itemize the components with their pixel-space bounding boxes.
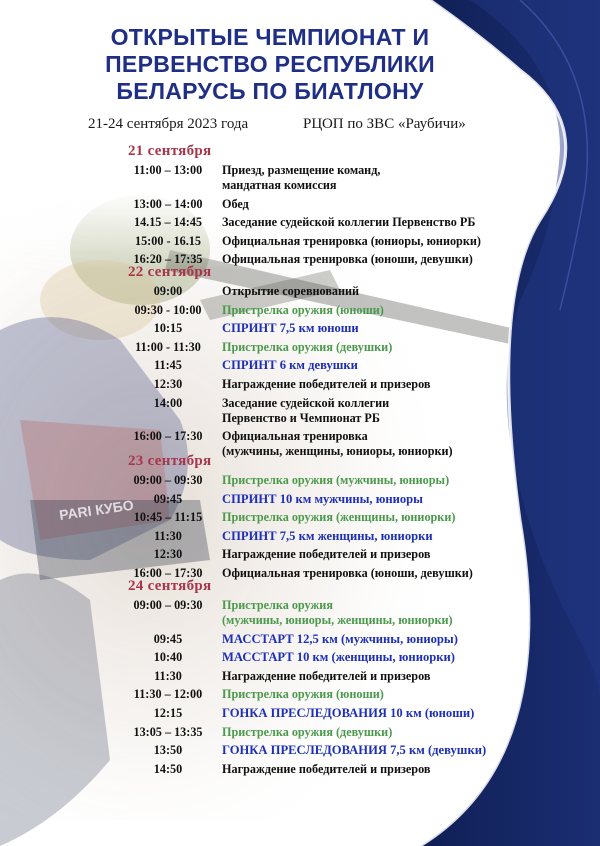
event-time: 09:00 – 09:30 <box>133 473 203 487</box>
event-line: Пристрелка оружия (мужчины, юниоры) <box>222 473 450 487</box>
event-time: 14:50 <box>153 761 183 776</box>
event-time: 09:30 - 10:00 <box>134 302 202 317</box>
event-time: 11:30 <box>154 668 182 683</box>
event-time: 15:00 - 16.15 <box>134 233 201 248</box>
event-line: Пристрелка оружия (девушки) <box>222 339 393 354</box>
event-line: Официальная тренировка (юноши, девушки) <box>222 252 473 267</box>
title-line: ОТКРЫТЫЕ ЧЕМПИОНАТ И <box>110 24 430 50</box>
event-line: Пристрелка оружия (юноши) <box>222 687 384 702</box>
title-line: ПЕРВЕНСТВО РЕСПУБЛИКИ <box>105 51 435 77</box>
event-time: 11:45 <box>154 358 182 373</box>
event-time: 10:15 <box>153 321 183 336</box>
event-description <box>222 358 512 373</box>
event-description <box>222 725 512 740</box>
event-description <box>222 547 512 562</box>
event-description <box>222 687 512 702</box>
event-time: 11:30 <box>154 528 182 543</box>
event-line: Открытие соревнований <box>222 284 360 298</box>
event-line: Награждение победителей и призеров <box>222 547 431 562</box>
event-time: 13:05 – 13:35 <box>133 724 203 739</box>
event-description <box>222 429 512 459</box>
event-line: (мужчины, юниоры, женщины, юниорки) <box>222 613 453 627</box>
event-description <box>222 598 512 628</box>
event-line: Официальная тренировка (юниоры, юниорки) <box>222 233 481 248</box>
event-line: Награждение победителей и призеров <box>222 377 431 391</box>
event-description <box>222 234 512 249</box>
event-description <box>222 215 512 230</box>
event-time: 11:00 – 13:00 <box>133 163 203 177</box>
event-dates: 21-24 сентября 2023 года <box>88 116 249 132</box>
event-time: 13:50 <box>153 743 183 758</box>
event-time: 12:30 <box>153 377 183 391</box>
event-description <box>222 566 512 581</box>
event-time: 13:00 – 14:00 <box>133 196 203 211</box>
event-line: СПРИНТ 7,5 км юноши <box>222 321 359 336</box>
event-description <box>222 377 512 392</box>
event-time: 10:40 <box>153 650 183 665</box>
event-line: Заседание судейской коллегии <box>222 395 390 410</box>
event-line: ГОНКА ПРЕСЛЕДОВАНИЯ 10 км (юноши) <box>222 706 475 720</box>
event-time: 11:30 – 12:00 <box>133 687 203 702</box>
event-line: Официальная тренировка <box>222 429 368 444</box>
event-description <box>222 529 512 544</box>
event-line: Пристрелка оружия (девушки) <box>222 724 393 739</box>
day-heading: 24 сентября <box>128 578 212 594</box>
event-line: МАССТАРТ 10 км (женщины, юниорки) <box>222 650 455 665</box>
event-time: 14.15 – 14:45 <box>133 215 203 230</box>
event-line: Обед <box>222 196 249 211</box>
event-line: СПРИНТ 7,5 км женщины, юниорки <box>222 528 433 543</box>
event-time: 09:00 <box>153 284 183 298</box>
event-description <box>222 510 512 525</box>
event-line: Награждение победителей и призеров <box>222 668 431 683</box>
event-description <box>222 650 512 665</box>
event-description <box>222 321 512 336</box>
event-line: Приезд, размещение команд, <box>222 163 381 177</box>
day-heading: 22 сентября <box>128 264 212 280</box>
event-description <box>222 396 512 426</box>
event-line: Заседание судейской коллегии Первенство РБ <box>222 215 476 230</box>
event-description <box>222 340 512 355</box>
event-line: Пристрелка оружия (женщины, юниорки) <box>222 510 456 525</box>
bib-text: PARI КУБО <box>58 496 135 523</box>
event-line: ГОНКА ПРЕСЛЕДОВАНИЯ 7,5 км (девушки) <box>222 743 487 758</box>
event-line: СПРИНТ 6 км девушки <box>222 358 358 373</box>
event-description <box>222 252 512 267</box>
event-description <box>222 197 512 212</box>
event-time: 16:20 – 17:35 <box>133 252 203 267</box>
event-description <box>222 492 512 507</box>
event-time: 09:00 – 09:30 <box>133 598 203 612</box>
event-line: Пристрелка оружия <box>222 598 333 612</box>
day-heading: 21 сентября <box>128 143 212 159</box>
event-time: 14:00 <box>153 395 183 410</box>
day-heading: 23 сентября <box>128 453 212 469</box>
event-time: 12:30 <box>153 547 183 562</box>
event-venue: РЦОП по ЗВС «Раубичи» <box>303 116 466 132</box>
event-line: (мужчины, женщины, юниоры, юниорки) <box>222 444 453 459</box>
event-line: Официальная тренировка (юноши, девушки) <box>222 566 473 580</box>
event-line: мандатная комиссия <box>222 178 337 192</box>
event-line: Первенство и Чемпионат РБ <box>222 410 380 425</box>
event-time: 10:45 – 11:15 <box>133 510 203 525</box>
event-description <box>222 743 512 758</box>
title-line: БЕЛАРУСЬ ПО БИАТЛОНУ <box>116 78 424 104</box>
event-line: МАССТАРТ 12,5 км (мужчины, юниоры) <box>222 631 458 646</box>
event-time: 09:45 <box>153 491 183 506</box>
event-time: 16:00 – 17:30 <box>133 429 203 444</box>
event-line: Награждение победителей и призеров <box>222 761 431 776</box>
event-line: Пристрелка оружия (юноши) <box>222 302 384 317</box>
event-description <box>222 632 512 647</box>
event-description <box>222 163 512 193</box>
event-time: 11:00 - 11:30 <box>135 339 201 354</box>
event-description <box>222 284 512 299</box>
event-description <box>222 706 512 721</box>
event-description <box>222 303 512 318</box>
event-line: СПРИНТ 10 км мужчины, юниоры <box>222 491 423 506</box>
event-time: 16:00 – 17:30 <box>133 566 203 580</box>
event-time: 12:15 <box>153 706 183 720</box>
event-description <box>222 762 512 777</box>
event-description <box>222 473 512 488</box>
event-description <box>222 669 512 684</box>
event-time: 09:45 <box>153 631 183 646</box>
